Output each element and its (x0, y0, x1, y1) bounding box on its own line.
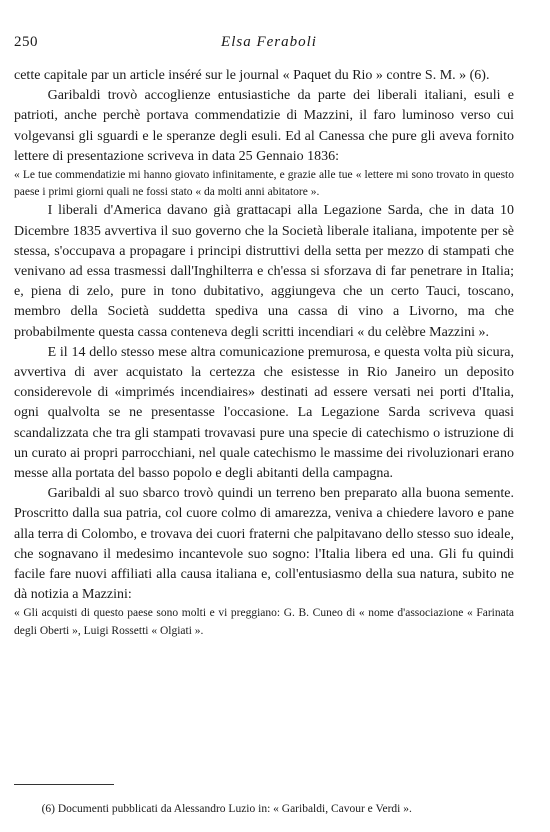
page-header (14, 34, 524, 54)
paragraph: cette capitale par un article inséré sur le journal « Paquet du Rio » contre S. M. » (6). (14, 68, 490, 83)
paragraph: Garibaldi trovò accoglienze entusiastiche da parte dei liberali italiani, esuli e patrioti, anche perchè portava commendatizie di Mazzini, il faro luminoso verso cui volgevansi gli sguardi e le speranze degli esuli. Ed al Canessa che pure gli aveva fornito lettere di presentazione scriveva in data 25 Gennaio 1836: (14, 88, 514, 164)
block-quote: « Gli acquisti di questo paese sono molti e vi preggiano: G. B. Cuneo di « nome d'associazione « Farinata degli Oberti », Luigi Rossetti « Olgiati ». (14, 607, 514, 637)
body-text (14, 66, 514, 640)
block-quote: « Le tue commendatizie mi hanno giovato infinitamente, e grazie alle tue « lettere mi sono trovato in questo paese i primi giorni quali ne fossi stato « da molti anni abitatore ». (14, 169, 514, 199)
paragraph: I liberali d'America davano già grattacapi alla Legazione Sarda, che in data 10 Dicembre 1835 avvertiva il suo governo che la Società liberale italiana, impotente per sè stessa, s'occupava a propagare i principi distruttivi della setta per mezzo di stampati che venivano ad essa trasmessi dall'Inghilterra e ch'essa si sforzava di far penetrare in Italia; e, piena di zelo, pure in tono dubitativo, aggiungeva che un certo Tauci, toscano, membro della Società suddetta spediva una cassa di vino a Livorno, ma che probabilmente questa cassa conteneva degli scritti incendiari « du celèbre Mazzini ». (14, 203, 514, 340)
page-number: 250 (14, 34, 38, 50)
running-head: Elsa Feraboli (221, 34, 317, 50)
footnote: (6) Documenti pubblicati da Alessandro Luzio in: « Garibaldi, Cavour e Verdi ». (41, 802, 412, 815)
paragraph: Garibaldi al suo sbarco trovò quindi un terreno ben preparato alla buona semente. Proscritto dalla sua patria, col cuore colmo di amarezza, veniva a chiedere lavoro e pane alla terra di Colombo, e trovava dei cuori fraterni che palpitavano dello stesso suo ideale, che sognavano il medesimo incantevole suo sogno: l'Italia libera ed una. Gli fu quindi facile fare nuovi affiliati alla causa italiana e, coll'entusiasmo della sua natura, subito ne dà notizia a Mazzini: (14, 486, 514, 603)
paragraph: E il 14 dello stesso mese altra comunicazione premurosa, e questa volta più sicura, avvertiva di aver acquistato la certezza che esistesse in Rio Janeiro un deposito considerevole di «imprimés incendiaires» destinati ad essere versati nei porti d'Italia, ogni qualvolta se ne presentasse l'occasione. La Legazione Sarda scriveva quasi scandalizzata che tra gli stampati trovavasi pure una specie di catechismo o istruzione di un curato ai propri parrocchiani, nel quale catechismo le massime dei rivoluzionari erano messe alla portata del basso popolo e degli abitanti della campagna. (14, 344, 514, 482)
footnote-divider (14, 784, 114, 785)
